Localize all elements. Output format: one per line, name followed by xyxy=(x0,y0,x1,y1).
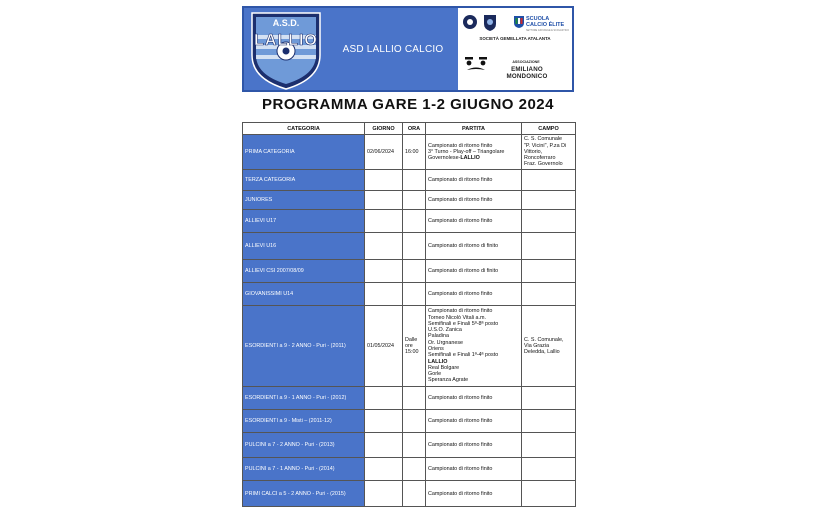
table-row xyxy=(243,283,576,306)
table-header-row xyxy=(243,123,576,135)
header-campo: CAMPO xyxy=(522,123,576,135)
cell-giorno xyxy=(365,387,403,410)
cell-campo xyxy=(522,410,576,433)
association-label: ASSOCIAZIONE xyxy=(512,60,540,64)
cell-ora xyxy=(403,387,426,410)
cell-campo xyxy=(522,433,576,458)
cell-categoria: ALLIEVI CSI 2007/08/09 xyxy=(243,260,365,283)
cell-categoria: ALLIEVI U17 xyxy=(243,210,365,233)
cell-categoria: PULCINI a 7 - 2 ANNO - Puri - (2013) xyxy=(243,433,365,458)
partita-line: Or. Urgnanese xyxy=(428,339,464,346)
campo-line: Roncoferraro xyxy=(524,155,556,162)
table-row xyxy=(243,233,576,260)
cell-categoria: PRIMI CALCI a 5 - 2 ANNO - Puri - (2015) xyxy=(243,481,365,507)
cell-ora xyxy=(403,283,426,306)
campo-line: Vittorio, xyxy=(524,148,543,155)
partita-line: Campionato di ritorno finito xyxy=(428,308,493,315)
cell-giorno xyxy=(365,458,403,481)
atalanta-badge-icon xyxy=(462,12,502,32)
partita-line: Semifinali e Finali 5ª-8ª posto xyxy=(428,320,499,327)
association-name: EMILIANO MONDONICO xyxy=(506,66,548,80)
logo-text-main: LALLIO xyxy=(254,32,318,49)
cell-partita: Campionato di ritorno finito xyxy=(426,481,522,507)
table-row xyxy=(243,135,576,170)
page-title: PROGRAMMA GARE 1-2 GIUGNO 2024 xyxy=(262,96,554,113)
partner-logos xyxy=(458,8,572,90)
partita-team-highlight: LALLIO xyxy=(428,358,448,365)
cell-categoria: TERZA CATEGORIA xyxy=(243,170,365,191)
cell-campo xyxy=(522,233,576,260)
header-categoria: CATEGORIA xyxy=(243,123,365,135)
cell-categoria: ESORDIENTI a 9 - 2 ANNO - Puri - (2011) xyxy=(243,306,365,387)
cell-ora xyxy=(403,260,426,283)
partita-line: U.S.O. Zanica xyxy=(428,327,462,334)
partita-line: Oriens xyxy=(428,346,444,352)
campo-line: C. S. Comunale, xyxy=(524,336,564,343)
partita-line: 3° Turno - Play-off – Triangolare xyxy=(428,148,505,155)
cell-giorno xyxy=(365,410,403,433)
cell-partita: Campionato di ritorno di finito xyxy=(426,233,522,260)
cell-categoria: GIOVANISSIMI U14 xyxy=(243,283,365,306)
table-row xyxy=(243,387,576,410)
table-row xyxy=(243,481,576,507)
cell-campo xyxy=(522,170,576,191)
ora-line: ore xyxy=(405,342,413,349)
header-ora: ORA xyxy=(403,123,426,135)
cell-partita xyxy=(426,135,522,170)
partita-line: Real Bolgare xyxy=(428,364,460,371)
cell-ora: 16:00 xyxy=(403,135,426,170)
cell-partita: Campionato di ritorno finito xyxy=(426,410,522,433)
cell-campo xyxy=(522,135,576,170)
table-row xyxy=(243,191,576,210)
cell-ora xyxy=(403,191,426,210)
cell-ora xyxy=(403,170,426,191)
cell-campo xyxy=(522,458,576,481)
cell-campo xyxy=(522,210,576,233)
cell-categoria: PRIMA CATEGORIA xyxy=(243,135,365,170)
cell-categoria: JUNIORES xyxy=(243,191,365,210)
cell-ora xyxy=(403,210,426,233)
cell-campo xyxy=(522,260,576,283)
table-row xyxy=(243,458,576,481)
table-row xyxy=(243,260,576,283)
cell-ora xyxy=(403,433,426,458)
campo-line: Via Grazia xyxy=(524,342,550,349)
partner-school-sub: SETTORE GIOVANILE E SCOLASTICO xyxy=(526,29,569,32)
partner-school: SCUOLA CALCIO ÉLITE xyxy=(526,16,565,28)
header-partita: PARTITA xyxy=(426,123,522,135)
campo-line: Fraz. Governolo xyxy=(524,161,563,168)
table-row xyxy=(243,170,576,191)
cell-giorno: 01/05/2024 xyxy=(365,306,403,387)
cell-giorno xyxy=(365,260,403,283)
partita-line: Campionato di ritorno finito xyxy=(428,142,493,149)
cell-giorno: 02/06/2024 xyxy=(365,135,403,170)
cell-campo xyxy=(522,306,576,387)
ora-line: 15:00 xyxy=(405,349,419,356)
cell-campo xyxy=(522,191,576,210)
club-name: ASD LALLIO CALCIO xyxy=(342,43,444,55)
cell-partita: Campionato di ritorno finito xyxy=(426,283,522,306)
cell-partita: Campionato di ritorno finito xyxy=(426,387,522,410)
cell-categoria: ALLIEVI U16 xyxy=(243,233,365,260)
header-giorno: GIORNO xyxy=(365,123,403,135)
club-logo xyxy=(244,8,328,90)
partita-line: Governolese- xyxy=(428,155,461,162)
document-header xyxy=(242,6,574,92)
table-row xyxy=(243,210,576,233)
partner-twinned: SOCIETÀ GEMELLATA ATALANTA xyxy=(479,36,551,41)
cell-ora xyxy=(403,458,426,481)
ora-line: Dalle xyxy=(405,336,418,343)
campo-line: "P. Vicini", P.za Di xyxy=(524,142,567,149)
cell-giorno xyxy=(365,283,403,306)
mondonico-portrait-icon xyxy=(462,54,490,76)
schedule-table xyxy=(242,122,576,507)
partita-team-highlight: LALLIO xyxy=(460,155,480,162)
cell-partita: Campionato di ritorno finito xyxy=(426,191,522,210)
cell-partita: Campionato di ritorno finito xyxy=(426,458,522,481)
cell-categoria: PULCINI a 7 - 1 ANNO - Puri - (2014) xyxy=(243,458,365,481)
table-row xyxy=(243,433,576,458)
cell-ora xyxy=(403,233,426,260)
partita-line: Semifinali e Finali 1ª-4ª posto xyxy=(428,352,499,359)
cell-giorno xyxy=(365,433,403,458)
cell-partita: Campionato di ritorno finito xyxy=(426,433,522,458)
cell-partita: Campionato di ritorno finito xyxy=(426,170,522,191)
partita-line: Torneo Nicolò Vitali a.m. xyxy=(428,314,487,321)
cell-campo xyxy=(522,481,576,507)
cell-categoria: ESORDIENTI a 9 - 1 ANNO - Puri - (2012) xyxy=(243,387,365,410)
figc-shield-icon xyxy=(514,16,524,28)
cell-giorno xyxy=(365,481,403,507)
cell-ora xyxy=(403,481,426,507)
partita-line: Gorle xyxy=(428,371,442,378)
cell-campo xyxy=(522,387,576,410)
partita-line: Speranza Agrate xyxy=(428,377,469,384)
cell-categoria: ESORDIENTI a 9 - Misti – (2011-12) xyxy=(243,410,365,433)
cell-ora xyxy=(403,306,426,387)
cell-giorno xyxy=(365,191,403,210)
cell-partita xyxy=(426,306,522,387)
cell-giorno xyxy=(365,233,403,260)
cell-ora xyxy=(403,410,426,433)
table-row xyxy=(243,306,576,387)
table-row xyxy=(243,410,576,433)
logo-text-top: A.S.D. xyxy=(272,18,300,28)
cell-giorno xyxy=(365,210,403,233)
cell-partita: Campionato di ritorno finito xyxy=(426,210,522,233)
campo-line: Deledda, Lallio xyxy=(524,349,560,356)
cell-campo xyxy=(522,283,576,306)
cell-giorno xyxy=(365,170,403,191)
partita-line: Paladina xyxy=(428,333,449,340)
cell-partita: Campionato di ritorno di finito xyxy=(426,260,522,283)
campo-line: C. S. Comunale xyxy=(524,136,563,143)
